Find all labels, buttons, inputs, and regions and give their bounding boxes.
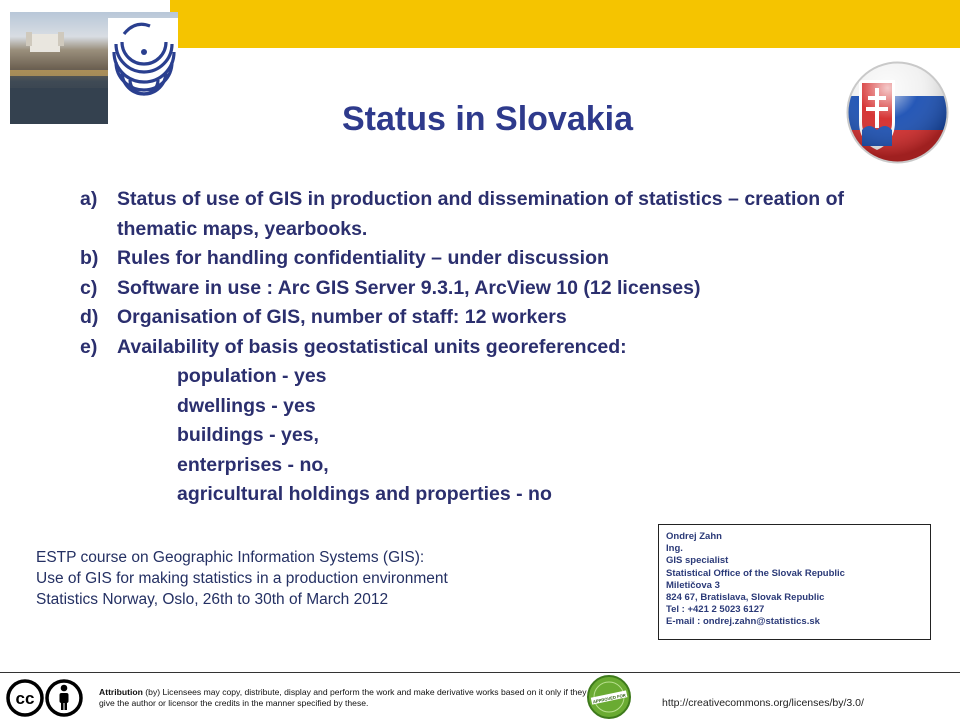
sub-item-buildings: buildings - yes,	[177, 424, 319, 446]
attribution-text	[99, 687, 589, 709]
list-text: Status of use of GIS in production and dissemination of statistics – creation of thematic maps, yearbooks.	[117, 188, 845, 240]
contact-email[interactable]: E-mail : ondrej.zahn@statistics.sk	[666, 616, 820, 628]
list-item	[80, 244, 910, 274]
course-line: Use of GIS for making statistics in a production environment	[36, 570, 448, 587]
header-bar	[170, 0, 960, 48]
course-info	[36, 547, 448, 610]
status-list	[80, 185, 910, 510]
list-text: Rules for handling confidentiality – under discussion	[117, 247, 609, 269]
list-item	[80, 274, 910, 304]
page-title: Status in Slovakia	[342, 100, 633, 138]
list-item	[80, 185, 910, 244]
list-marker: b)	[80, 247, 99, 269]
cc-label: cc	[15, 689, 35, 708]
list-item	[80, 303, 910, 333]
list-text: Availability of basis geostatistical units georeferenced:	[117, 335, 627, 358]
free-cultural-works-badge-icon[interactable]	[586, 674, 632, 720]
sub-item-enterprises: enterprises - no,	[177, 453, 329, 476]
badge-label: APPROVED FOR	[592, 692, 627, 705]
list-marker: e)	[80, 335, 98, 358]
contact-name: Ondrej Zahn	[666, 531, 722, 542]
attribution-label: Attribution	[99, 687, 143, 697]
course-line: Statistics Norway, Oslo, 26th to 30th of March 2012	[36, 591, 389, 608]
contact-degree: Ing.	[666, 543, 683, 555]
list-item	[80, 333, 910, 363]
course-line: ESTP course on Geographic Information Systems (GIS):	[36, 549, 425, 566]
sub-item-population: population - yes	[177, 365, 327, 387]
list-text: Organisation of GIS, number of staff: 12 workers	[117, 306, 567, 328]
cc-by-icon[interactable]	[6, 679, 84, 717]
list-marker: d)	[80, 306, 99, 328]
attribution-body: (by) Licensees may copy, distribute, display and perform the work and make derivative works based on it only if they give the author or licensor the credits in the manner specified by these.	[99, 687, 587, 708]
contact-city: 824 67, Bratislava, Slovak Republic	[666, 592, 825, 604]
sub-item-dwellings: dwellings - yes	[177, 394, 316, 417]
list-marker: a)	[80, 188, 98, 210]
footer-divider	[0, 672, 960, 673]
contact-street: Miletičova 3	[666, 579, 720, 591]
list-text: Software in use : Arc GIS Server 9.3.1, ArcView 10 (12 licenses)	[117, 276, 701, 299]
contact-role: GIS specialist	[666, 555, 729, 567]
contact-card	[658, 524, 931, 640]
list-marker: c)	[80, 276, 98, 299]
sub-item-agricultural: agricultural holdings and properties - no	[177, 483, 552, 505]
slovak-flag-icon	[845, 60, 950, 165]
contact-phone: Tel : +421 2 5023 6127	[666, 604, 765, 616]
license-link[interactable]: http://creativecommons.org/licenses/by/3.0/	[662, 697, 864, 709]
contact-office: Statistical Office of the Slovak Republic	[666, 567, 845, 579]
